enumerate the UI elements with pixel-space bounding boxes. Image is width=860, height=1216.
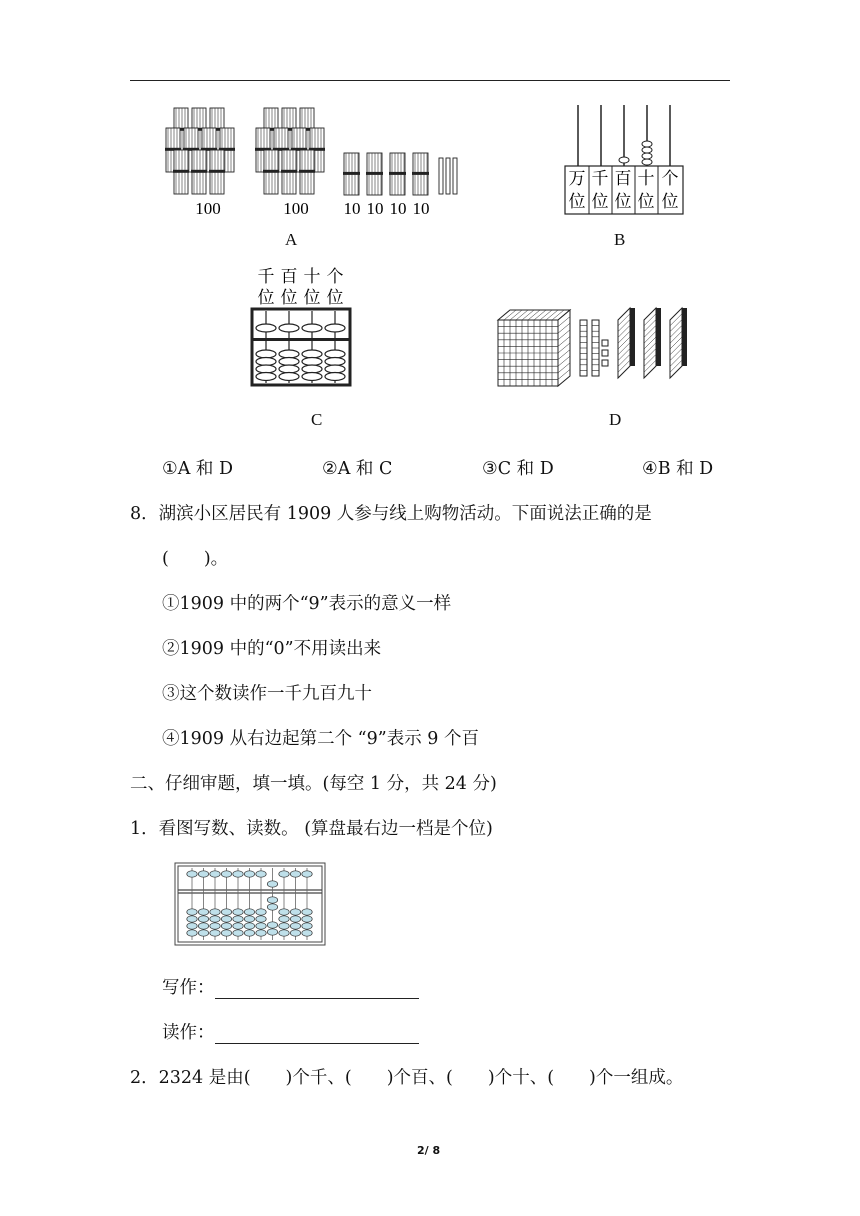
q7-option-2[interactable]: ②A 和 C xyxy=(322,459,393,479)
place-label: 位 xyxy=(326,288,344,307)
place-label: 位 xyxy=(280,288,298,307)
place-label: 位 xyxy=(614,192,632,211)
hundred-flats-icon xyxy=(618,308,687,378)
q8-option-2[interactable]: ②1909 中的“0”不用读出来 xyxy=(162,639,382,659)
figure-a-caption: A xyxy=(285,230,298,249)
place-label: 个 xyxy=(326,267,344,286)
page-number: 2/ 8 xyxy=(417,1144,441,1157)
count-label-10b: 10 xyxy=(366,199,384,218)
bead-icon xyxy=(619,157,629,163)
place-label: 位 xyxy=(661,192,679,211)
write-row xyxy=(162,974,419,999)
count-label-10d: 10 xyxy=(412,199,430,218)
section-heading: 二、仔细审题，填一填。(每空 1 分，共 24 分) xyxy=(130,774,497,794)
header-rule xyxy=(130,80,730,81)
figure-d-blocks xyxy=(494,300,700,390)
write-label: 写作： xyxy=(162,978,215,998)
place-label: 千 xyxy=(591,169,609,188)
ten-bundles-icon xyxy=(343,153,457,195)
ten-rods-icon xyxy=(580,320,608,376)
place-label: 位 xyxy=(303,288,321,307)
thousand-cube-icon xyxy=(498,310,570,386)
q8-option-3[interactable]: ③这个数读作一千九百九十 xyxy=(162,684,372,704)
q1-abacus xyxy=(174,862,326,946)
figure-d-caption: D xyxy=(609,410,622,429)
figure-c-caption: C xyxy=(311,410,323,429)
q8-option-4[interactable]: ④1909 从右边起第二个 “9”表示 9 个百 xyxy=(162,729,479,749)
figure-a-sticks xyxy=(160,98,470,222)
q8-option-1[interactable]: ①1909 中的两个“9”表示的意义一样 xyxy=(162,594,452,614)
place-label: 位 xyxy=(257,288,275,307)
write-answer-blank[interactable] xyxy=(215,980,419,999)
read-label: 读作： xyxy=(162,1023,215,1043)
q1-stem: 1．看图写数、读数。 (算盘最右边一档是个位) xyxy=(130,819,493,839)
bead-icon xyxy=(642,153,652,159)
bead-icon xyxy=(642,147,652,153)
bead-icon xyxy=(642,141,652,147)
read-answer-blank[interactable] xyxy=(215,1025,419,1044)
place-label: 千 xyxy=(257,267,275,286)
place-label: 十 xyxy=(637,169,655,188)
place-label: 百 xyxy=(614,169,632,188)
count-label-100a: 100 xyxy=(195,199,221,218)
hundred-bundles-icon xyxy=(165,108,325,194)
q7-option-1[interactable]: ①A 和 D xyxy=(162,459,233,479)
place-label: 位 xyxy=(568,192,586,211)
place-label: 十 xyxy=(303,267,321,286)
count-label-10a: 10 xyxy=(343,199,361,218)
q7-option-4[interactable]: ④B 和 D xyxy=(642,459,714,479)
q2-stem[interactable]: 2．2324 是由( )个千、( )个百、( )个十、( )个一组成。 xyxy=(130,1068,684,1088)
place-label: 位 xyxy=(591,192,609,211)
count-label-10c: 10 xyxy=(389,199,407,218)
place-label: 位 xyxy=(637,192,655,211)
q8-stem: 8．湖滨小区居民有 1909 人参与线上购物活动。下面说法正确的是 xyxy=(130,504,652,524)
bead-icon xyxy=(642,159,652,165)
q8-answer-paren[interactable]: ( )。 xyxy=(162,549,229,569)
place-label: 百 xyxy=(280,267,298,286)
q7-option-3[interactable]: ③C 和 D xyxy=(482,459,554,479)
place-label: 个 xyxy=(661,169,679,188)
figure-c-abacus xyxy=(248,266,356,390)
figure-b-counter xyxy=(560,100,690,218)
figure-b-caption: B xyxy=(614,230,626,249)
place-label: 万 xyxy=(568,169,586,188)
read-row xyxy=(162,1019,419,1044)
count-label-100b: 100 xyxy=(283,199,309,218)
